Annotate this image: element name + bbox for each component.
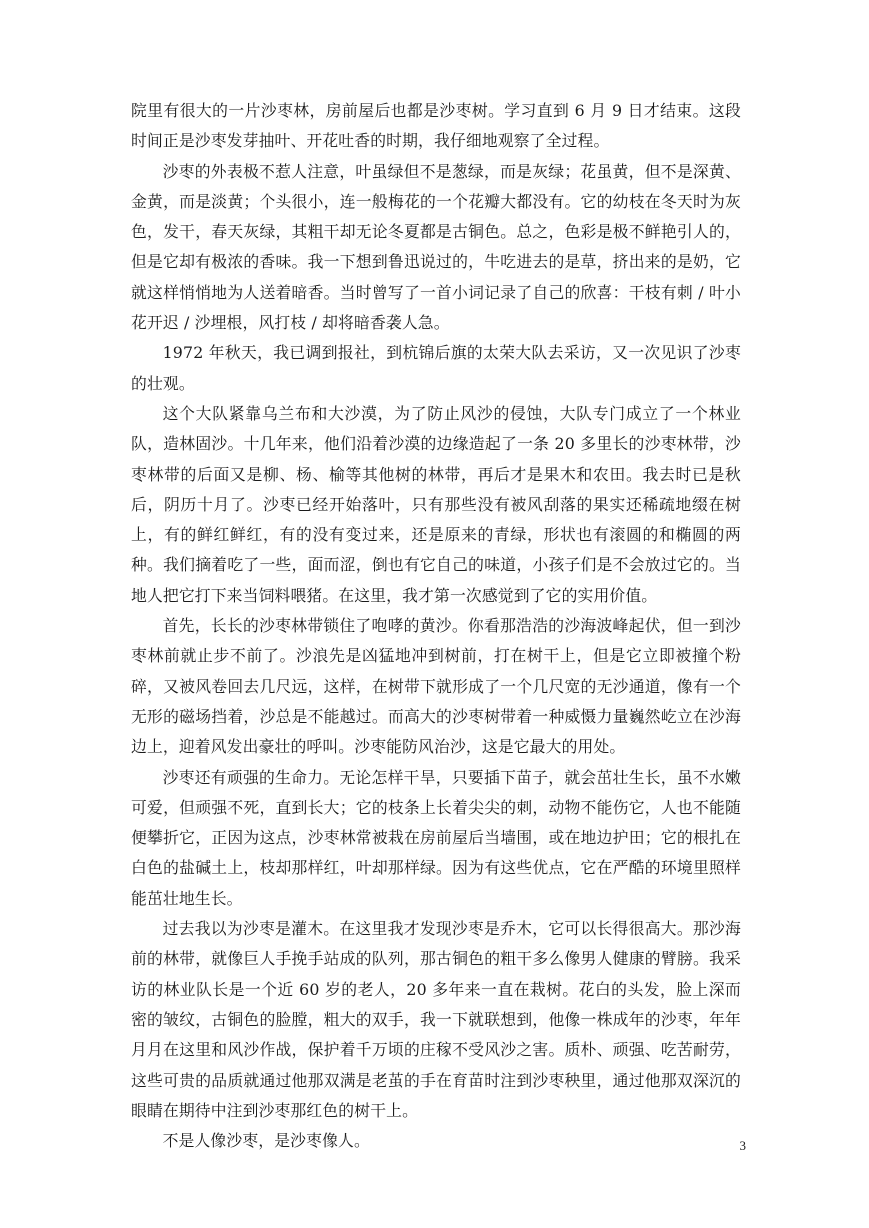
paragraph-8: 不是人像沙枣，是沙枣像人。 <box>162 1131 370 1151</box>
paragraph-4: 这个大队紧靠乌兰布和大沙漠，为了防止风沙的侵蚀，大队专门成立了一个林业队，造林固沙。十几年来，他们沿着沙漠的边缘造起了一条 20 多里长的沙枣林带，沙枣林带的后面又是柳、杨、榆等其他树的林带，再后才是果木和农田。我去时已是秋后，阴历十月了。沙枣已经开始落叶，只有那些没有被风刮落的果实还稀疏地缀在树上，有的鲜红鲜红，有的没有变过来，还是原来的青绿，形状也有滚圆的和椭圆的两种。我们摘着吃了一些，面而涩，倒也有它自己的味道，小孩子们是不会放过它的。当地人把它打下来当饲料喂猪。在这里，我才第一次感觉到了它的实用价值。 <box>131 403 741 605</box>
paragraph-6: 沙枣还有顽强的生命力。无论怎样干旱，只要插下苗子，就会茁壮生长，虽不水嫩可爱，但顽强不死，直到长大；它的枝条上长着尖尖的刺，动物不能伤它，人也不能随便攀折它，正因为这点，沙枣林常被栽在房前屋后当墙围，或在地边护田；它的根扎在白色的盐碱土上，枝却那样红，叶却那样绿。因为有这些优点，它在严酷的环境里照样能茁壮地生长。 <box>131 767 741 908</box>
article-body <box>131 96 741 1156</box>
paragraph-2: 沙枣的外表极不惹人注意，叶虽绿但不是葱绿，而是灰绿；花虽黄，但不是深黄、金黄，而是淡黄；个头很小，连一般梅花的一个花瓣大都没有。它的幼枝在冬天时为灰色，发干，春天灰绿，其粗干却无论冬夏都是古铜色。总之，色彩是极不鲜艳引人的，但是它却有极浓的香味。我一下想到鲁迅说过的，牛吃进去的是草，挤出来的是奶，它就这样悄悄地为人送着暗香。当时曾写了一首小词记录了自己的欣喜：干枝有刺 / 叶小花开迟 / 沙埋根，风打枝 / 却将暗香袭人急。 <box>131 161 741 333</box>
paragraph-3: 1972 年秋天，我已调到报社，到杭锦后旗的太荣大队去采访，又一次见识了沙枣的壮观。 <box>131 343 741 393</box>
paragraph-1: 院里有很大的一片沙枣林，房前屋后也都是沙枣树。学习直到 6 月 9 日才结束。这段时间正是沙枣发芽抽叶、开花吐香的时期，我仔细地观察了全过程。 <box>131 101 741 151</box>
page-number: 3 <box>739 1138 746 1153</box>
paragraph-5: 首先，长长的沙枣林带锁住了咆哮的黄沙。你看那浩浩的沙海波峰起伏，但一到沙枣林前就止步不前了。沙浪先是凶猛地冲到树前，打在树干上，但是它立即被撞个粉碎，又被风卷回去几尺远，这样，在树带下就形成了一个几尺宽的无沙通道，像有一个无形的磁场挡着，沙总是不能越过。而高大的沙枣树带着一种威慑力量巍然屹立在沙海边上，迎着风发出豪壮的呼叫。沙枣能防风治沙，这是它最大的用处。 <box>131 616 741 757</box>
paragraph-7: 过去我以为沙枣是灌木。在这里我才发现沙枣是乔木，它可以长得很高大。那沙海前的林带，就像巨人手挽手站成的队列，那古铜色的粗干多么像男人健康的臂膀。我采访的林业队长是一个近 60 岁的老人，20 多年来一直在栽树。花白的头发，脸上深而密的皱纹，古铜色的脸膛，粗大的双手，我一下就联想到，他像一株成年的沙枣，年年月月在这里和风沙作战，保护着千万顷的庄稼不受风沙之害。质朴、顽强、吃苦耐劳，这些可贵的品质就通过他那双满是老茧的手在育苗时注到沙枣秧里，通过他那双深沉的眼睛在期待中注到沙枣那红色的树干上。 <box>131 919 741 1120</box>
